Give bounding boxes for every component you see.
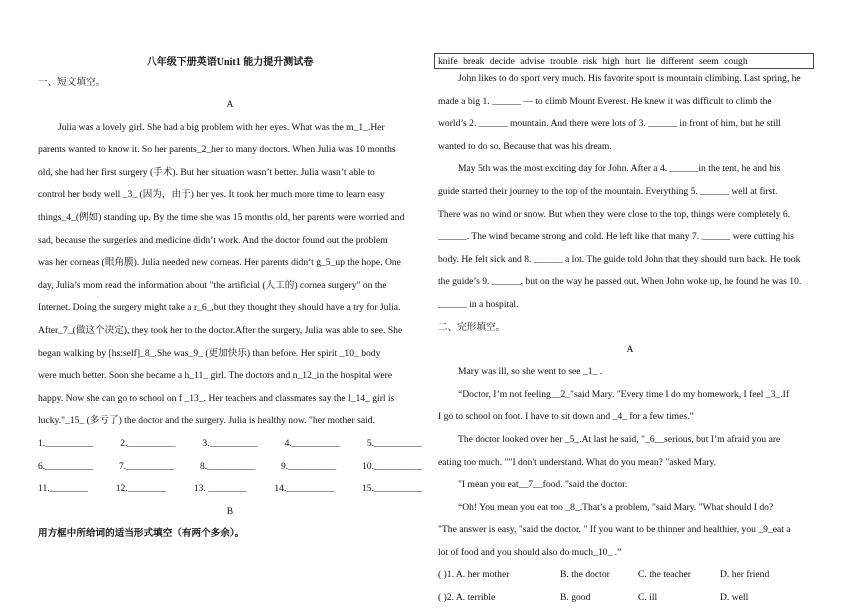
answer-blank[interactable]: 11.________ xyxy=(38,483,89,495)
cloze-label: A xyxy=(626,343,634,355)
passage-line: began walking by [hs:self]_8_.She was_9_ (更加快乐) than before. Her spirit _10_ body xyxy=(38,347,381,359)
part-a-label: A xyxy=(226,99,234,110)
cloze-line: “Doctor, I’m not feeling__2_"said Mary. "Every time I do my homework, I feel _3_.If xyxy=(458,388,790,400)
passage-line: old, she had her first surgery (手术). But her situation wasn’t better. Julia wasn’t able to xyxy=(38,166,375,178)
answer-blank[interactable]: 4.__________ xyxy=(284,437,340,449)
passage-line: guide started their journey to the top of the mountain. Everything 5. ______ well at first. xyxy=(438,185,778,197)
passage-line: day, Julia’s mom read the information about "the artificial (人工的) cornea surgery" on the xyxy=(38,279,387,291)
section-heading-2: 二、完形填空。 xyxy=(438,321,506,333)
passage-b xyxy=(438,68,822,317)
passage-line: were much better. Soon she became a h_11_ girl. The doctors and n_12_in the hospital were xyxy=(38,370,393,382)
answer-blank[interactable]: 7.__________ xyxy=(119,460,175,472)
question-option[interactable]: C. the teacher xyxy=(638,569,692,581)
cloze-line: I go to school on foot. I have to sit down and _4_ for a few times.” xyxy=(438,411,694,423)
passage-line: ______. The wind became strong and cold. He left like that many 7. ______ were cutting his xyxy=(438,231,795,243)
passage-line: John likes to do sport very much. His favorite sport is mountain climbing. Last spring, he xyxy=(458,73,801,84)
cloze-line: "The answer is easy, "said the doctor. " If you want to be thinner and healthier, you _9_eat a xyxy=(438,524,791,536)
passage-line: wanted to do so. Because that was his dream. xyxy=(438,140,612,152)
answer-blank[interactable]: 15.__________ xyxy=(362,483,422,495)
blank-row xyxy=(38,478,422,501)
question-option[interactable]: D. well xyxy=(720,592,749,604)
answer-blank[interactable]: 6.__________ xyxy=(38,460,94,472)
passage-line: the guide’s 9. ______, but on the way he passed out. When John woke up, he found he was 10. xyxy=(438,276,802,288)
passage-a xyxy=(38,117,422,433)
passage-line: Julia was a lovely girl. She had a big problem with her eyes. What was the m_1_.Her xyxy=(58,121,385,133)
answer-blank[interactable]: 1.__________ xyxy=(38,437,94,449)
cloze-line: eating too much. ""I don't understand. What do you mean? "asked Mary. xyxy=(438,456,717,468)
right-column xyxy=(438,68,822,610)
passage-line: ______ in a hospital. xyxy=(438,298,519,310)
question-option[interactable]: C. ill xyxy=(638,592,658,604)
answer-blank[interactable]: 3.__________ xyxy=(202,437,258,449)
question-option[interactable]: B. the doctor xyxy=(560,569,610,581)
passage-line: things_4_(例如) standing up. By the time she was 15 months old, her parents were worried and xyxy=(38,211,405,223)
question-option[interactable]: ( )1. A. her mother xyxy=(438,569,510,581)
question-row xyxy=(438,564,822,587)
passage-line: lucky."_15_ (多亏了) the doctor and the surgery. Julia is healthy now. "her mother said. xyxy=(38,415,375,427)
word-box: knife break decide advise trouble risk high hurt lie different seem cough xyxy=(434,53,814,69)
cloze-line: "I mean you eat__7__food. "said the doctor. xyxy=(458,479,628,491)
question-option[interactable]: B. good xyxy=(560,592,591,604)
passage-line: body. He felt sick and 8. ______ a lot. The guide told John that they should turn back. He took xyxy=(438,253,801,265)
answer-blanks xyxy=(38,433,422,501)
section-heading-1: 一、短文填空。 xyxy=(38,77,106,88)
passage-line: Internet. Doing the surgery might take a r_6_,but they thought they should have a try for Julia. xyxy=(38,302,401,314)
passage-line: parents wanted to know it. So her parents_2_her to many doctors. When Julia was 10 months xyxy=(38,144,396,156)
passage-line: sad, because the surgeries and medicine didn’t work. And the doctor found out the problem xyxy=(38,234,388,246)
passage-line: After_7_(做这个决定), they took her to the doctor.After the surgery, Julia was able to see. She xyxy=(38,324,403,336)
blank-row xyxy=(38,456,422,479)
question-row xyxy=(438,587,822,610)
blank-row xyxy=(38,433,422,456)
answer-blank[interactable]: 12.________ xyxy=(115,483,167,495)
answer-blank[interactable]: 14.__________ xyxy=(274,483,335,495)
cloze-line: Mary was ill, so she went to see _1_ . xyxy=(458,366,603,378)
answer-blank[interactable]: 10.__________ xyxy=(362,460,422,472)
answer-blank[interactable]: 9.__________ xyxy=(281,460,337,472)
question-option[interactable]: ( )2. A. terrible xyxy=(438,592,496,604)
answer-blank[interactable]: 2.__________ xyxy=(120,437,176,449)
part-b-instruction: 用方框中所给词的适当形式填空（有两个多余）。 xyxy=(38,528,245,540)
passage-line: world’s 2. ______ mountain. And there were lots of 3. ______ in front of him, but he still xyxy=(438,118,781,130)
answer-blank[interactable]: 8.__________ xyxy=(200,460,256,472)
cloze-passage xyxy=(438,361,822,564)
cloze-line: lot of food and you should also do much_10_ .” xyxy=(438,546,622,558)
part-b-label: B xyxy=(226,505,234,517)
cloze-questions xyxy=(438,564,822,609)
passage-line: control her body well _3_ (因为，由于) her yes. It took her much more time to learn easy xyxy=(38,189,385,201)
passage-line: was her corneas (眼角膜). Julia needed new corneas. Her parents didn’t g_5_up the hope. One xyxy=(38,257,401,269)
answer-blank[interactable]: 13. ________ xyxy=(193,483,247,495)
page-title: 八年级下册英语Unit1 能力提升测试卷 xyxy=(146,57,314,68)
question-option[interactable]: D. her friend xyxy=(720,569,770,581)
passage-line: May 5th was the most exciting day for John. After a 4. ______in the tent, he and his xyxy=(458,163,781,175)
passage-line: There was no wind or snow. But when they were close to the top, things were completely 6. xyxy=(438,208,791,220)
passage-line: happy. Now she can go to school on f _13_. Her teachers and classmates say the l_14_ girl is xyxy=(38,392,395,404)
left-column xyxy=(38,0,422,546)
cloze-line: The doctor looked over her _5_.At last he said, "_6__serious, but I’m afraid you are xyxy=(458,433,781,445)
answer-blank[interactable]: 5.__________ xyxy=(366,437,422,449)
passage-line: made a big 1. ______ — to climb Mount Everest. He knew it was difficult to climb the xyxy=(438,95,772,107)
cloze-line: “Oh! You mean you eat too _8_.That’s a problem, "said Mary. "What should I do? xyxy=(458,501,774,513)
